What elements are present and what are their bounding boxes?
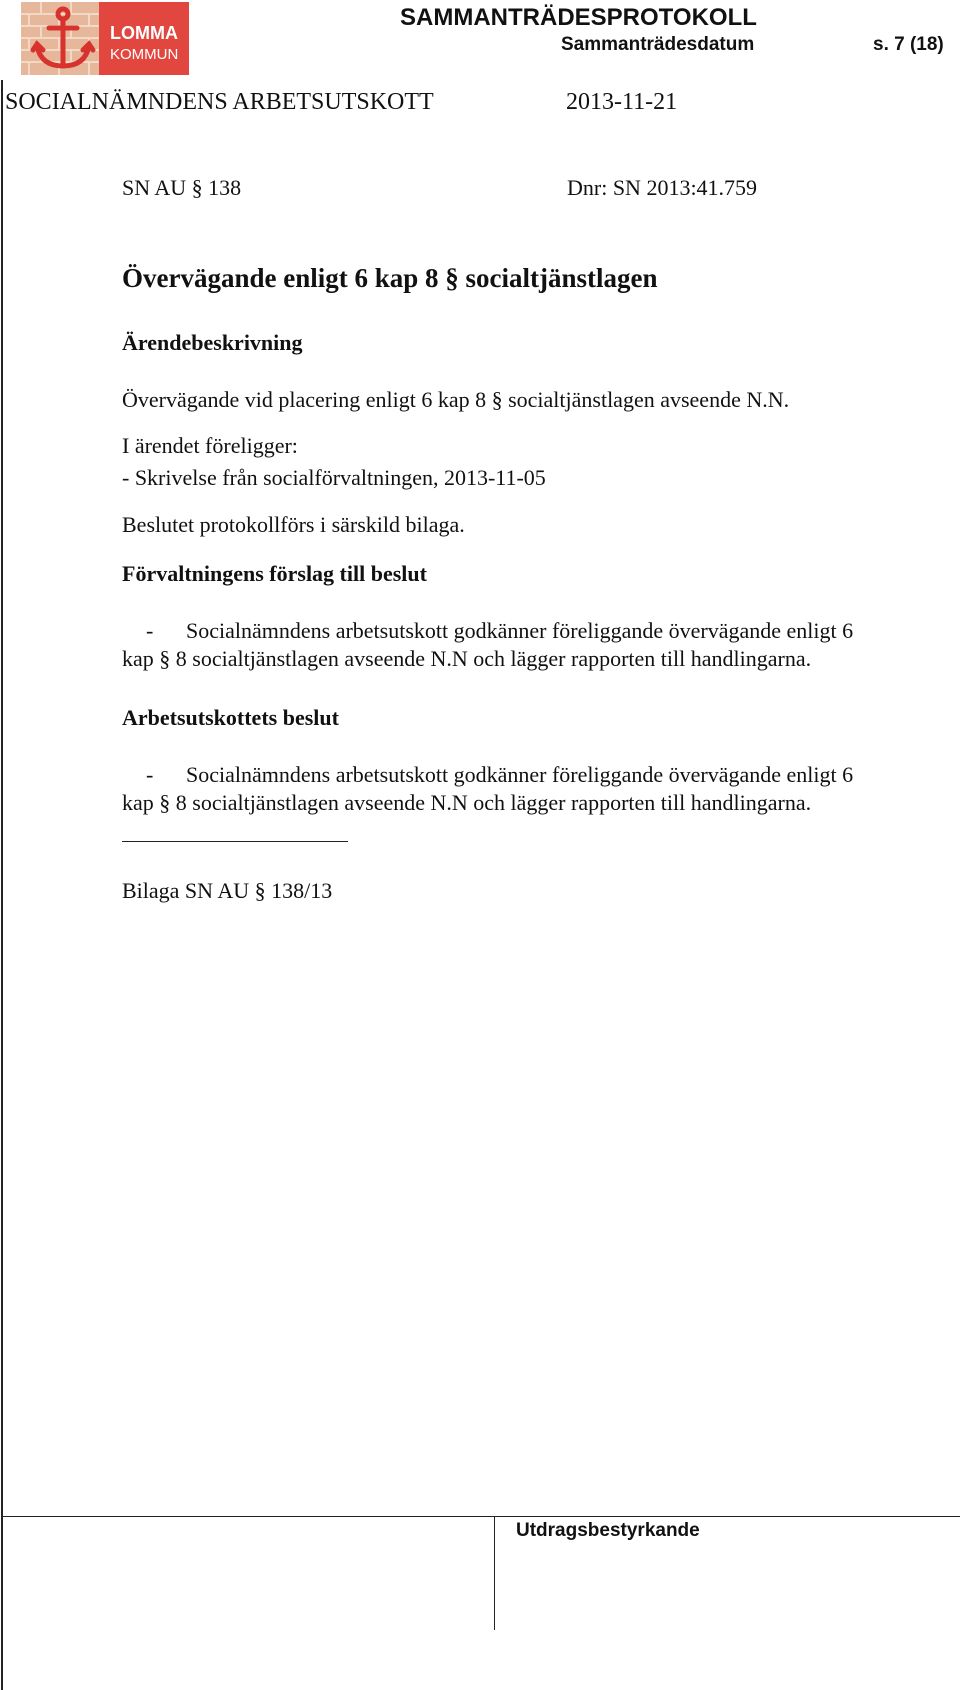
diary-number: Dnr: SN 2013:41.759 xyxy=(567,175,758,200)
separator-line xyxy=(122,841,348,842)
description-heading: Ärendebeskrivning xyxy=(122,330,303,355)
meeting-date: 2013-11-21 xyxy=(566,89,678,115)
proposal-line-2: kap § 8 socialtjänstlagen avseende N.N och lägger rapporten till handlingarna. xyxy=(122,646,812,671)
decision-heading: Arbetsutskottets beslut xyxy=(122,705,339,730)
proposal-heading: Förvaltningens förslag till beslut xyxy=(122,561,427,586)
certification-label: Utdragsbestyrkande xyxy=(516,1520,700,1541)
footer-rule xyxy=(2,1516,960,1517)
attachment-reference: Bilaga SN AU § 138/13 xyxy=(122,878,333,903)
case-number: SN AU § 138 xyxy=(122,175,242,200)
document-item: - Skrivelse från socialförvaltningen, 2013-11-05 xyxy=(122,465,546,490)
page-number: s. 7 (18) xyxy=(873,34,944,55)
left-margin-rule xyxy=(1,80,3,1690)
case-title: Övervägande enligt 6 kap 8 § socialtjänstlagen xyxy=(122,263,658,293)
documents-intro: I ärendet föreligger: xyxy=(122,433,298,458)
proposal-dash: - xyxy=(146,618,154,643)
logo-text-kommun: KOMMUN xyxy=(110,46,179,63)
proposal-line-1: Socialnämndens arbetsutskott godkänner föreliggande övervägande enligt 6 xyxy=(186,618,854,643)
protocol-note: Beslutet protokollförs i särskild bilaga. xyxy=(122,512,465,537)
lomma-kommun-logo xyxy=(21,2,189,75)
document-title: SAMMANTRÄDESPROTOKOLL xyxy=(400,4,757,31)
committee-name: SOCIALNÄMNDENS ARBETSUTSKOTT xyxy=(5,89,434,115)
decision-line-1: Socialnämndens arbetsutskott godkänner föreliggande övervägande enligt 6 xyxy=(186,762,854,787)
decision-dash: - xyxy=(146,762,154,787)
decision-line-2: kap § 8 socialtjänstlagen avseende N.N och lägger rapporten till handlingarna. xyxy=(122,790,812,815)
meeting-date-label: Sammanträdesdatum xyxy=(561,34,755,55)
description-text: Övervägande vid placering enligt 6 kap 8 § socialtjänstlagen avseende N.N. xyxy=(122,387,790,412)
logo-text-lomma: LOMMA xyxy=(110,23,178,43)
footer-divider xyxy=(494,1516,495,1630)
